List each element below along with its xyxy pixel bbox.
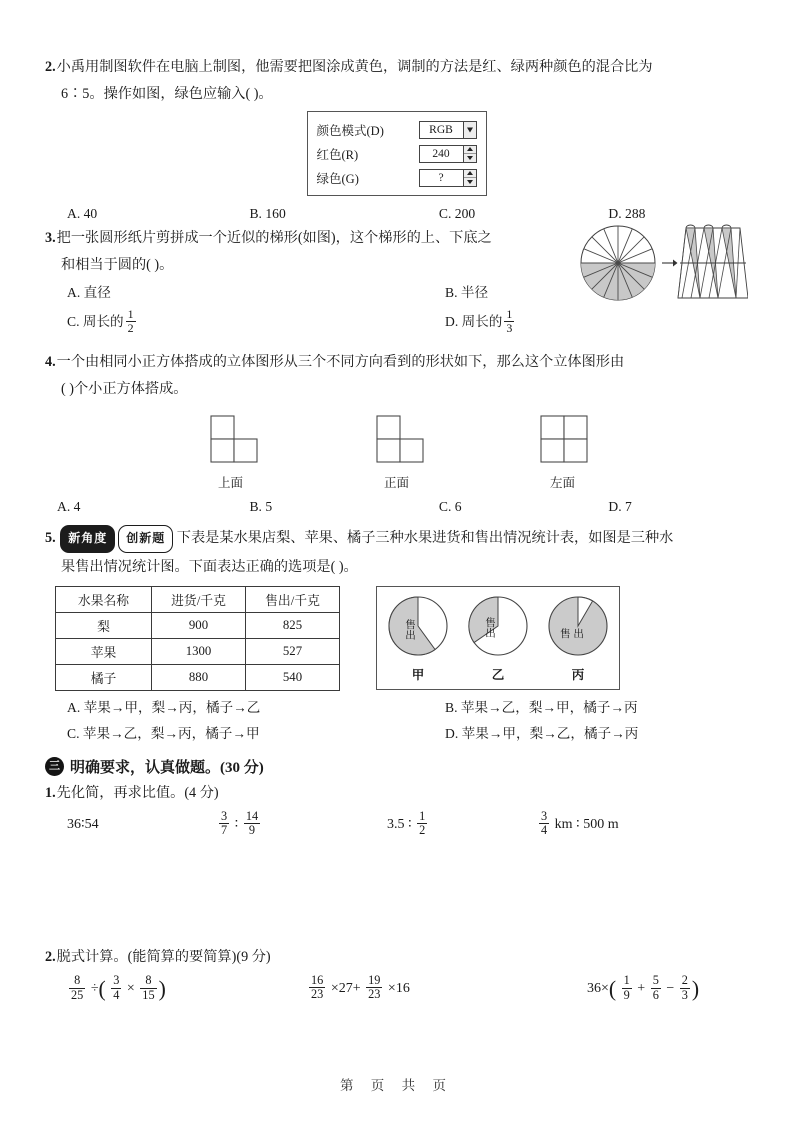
expr1-divide: ÷ bbox=[90, 981, 99, 997]
expr1-frac-8-15: $\frac{8}{15}$ bbox=[142, 973, 155, 1002]
option-2-d-key: D. bbox=[608, 206, 622, 221]
left-view-shape-icon bbox=[535, 410, 591, 466]
question-3-number: 3. bbox=[45, 230, 56, 246]
green-value: ? bbox=[438, 171, 444, 184]
expression-1 bbox=[67, 974, 307, 1004]
color-mode-label: 颜色模式(D) bbox=[316, 123, 384, 138]
option-2-c-key: C. bbox=[438, 206, 452, 221]
option-3-d-key: D. bbox=[445, 314, 459, 329]
option-3-b-key: B. bbox=[445, 285, 458, 300]
cube-view-left-label: 左面 bbox=[549, 476, 575, 490]
expr1-paren-close: ) bbox=[158, 977, 166, 1001]
expr-frac-3-7: $\frac{3}{7}$ bbox=[221, 809, 228, 838]
dialog-row-red bbox=[317, 143, 477, 164]
option-2-b-key: B. bbox=[249, 206, 262, 221]
arrow-right-icon bbox=[662, 260, 678, 267]
row-pear-sold: 825 bbox=[246, 613, 340, 639]
question-5 bbox=[45, 525, 748, 747]
question-3-options-row1 bbox=[45, 280, 565, 306]
option-5-b-key: B. bbox=[445, 700, 458, 715]
answer-space-1 bbox=[45, 840, 748, 945]
expr1-frac-3-4: $\frac{3}{4}$ bbox=[113, 973, 120, 1002]
expr2-end: ×16 bbox=[387, 981, 410, 996]
row-apple-name: 苹果 bbox=[56, 639, 152, 665]
page-footer: 第 页 共 页 bbox=[339, 1078, 454, 1093]
question-2-number: 2. bbox=[45, 59, 56, 75]
expr-frac-3-4: $\frac{3}{4}$ bbox=[541, 809, 548, 838]
question-4-number: 4. bbox=[45, 354, 56, 370]
expr3-frac-2-3: $\frac{2}{3}$ bbox=[681, 973, 688, 1002]
red-input[interactable] bbox=[419, 145, 477, 163]
expr1-frac-8-25: $\frac{8}{25}$ bbox=[71, 973, 84, 1002]
color-mode-select[interactable] bbox=[419, 121, 477, 139]
pie-chart-jia bbox=[385, 593, 451, 683]
row-orange-name: 橘子 bbox=[56, 665, 152, 691]
option-5-b-text: 苹果→乙，梨→甲，橘子→丙 bbox=[460, 700, 638, 715]
option-4-b[interactable] bbox=[249, 495, 438, 519]
sliced-circle-icon bbox=[581, 226, 655, 300]
expr3-prefix: 36× bbox=[587, 981, 609, 997]
question-2-line1 bbox=[45, 55, 748, 80]
green-input[interactable] bbox=[419, 169, 477, 187]
cube-view-front bbox=[369, 410, 425, 491]
option-3-c-fraction: $\frac{1}{2}$ bbox=[127, 307, 134, 336]
option-5-c[interactable] bbox=[45, 721, 445, 747]
question-5-text1: 下表是某水果店梨、苹果、橘子三种水果进货和售出情况统计表，如图是三种水 bbox=[176, 530, 674, 546]
dialog-row-color-mode bbox=[317, 119, 477, 140]
section3-q2-number: 2. bbox=[45, 949, 56, 965]
svg-text:售 出: 售 出 bbox=[560, 628, 584, 640]
option-2-b[interactable] bbox=[249, 202, 438, 226]
expression-2 bbox=[307, 974, 587, 1004]
expr1-paren-open: ( bbox=[98, 977, 106, 1001]
section3-q2-expressions bbox=[45, 974, 748, 1004]
expr-ratio-sep: ∶ bbox=[234, 817, 239, 832]
option-5-a-key: A. bbox=[67, 700, 81, 715]
option-3-d-text: 周长的 bbox=[461, 314, 503, 329]
question-3-options-row2 bbox=[45, 306, 565, 338]
option-4-a[interactable] bbox=[45, 495, 249, 519]
table-header-name: 水果名称 bbox=[56, 587, 152, 613]
option-4-b-key: B. bbox=[249, 499, 262, 514]
expr3-minus: − bbox=[666, 981, 675, 997]
trapezoid-figure bbox=[678, 225, 748, 298]
row-pear-name: 梨 bbox=[56, 613, 152, 639]
cube-view-top-label: 上面 bbox=[217, 476, 243, 490]
row-pear-stock: 900 bbox=[152, 613, 246, 639]
new-angle-badge: 新角度 bbox=[60, 525, 115, 553]
question-5-figures bbox=[45, 586, 748, 691]
option-3-b[interactable] bbox=[445, 280, 488, 306]
question-3-line2: 和相当于圆的( )。 bbox=[61, 257, 174, 273]
question-4-text1: 一个由相同小正方体搭成的立体图形从三个不同方向看到的形状如下，那么这个立体图形由 bbox=[56, 354, 625, 370]
option-5-d[interactable] bbox=[445, 721, 638, 747]
question-3-text1: 把一张圆形纸片剪拼成一个近似的梯形(如图)，这个梯形的上、下底之 bbox=[56, 230, 492, 246]
section3-q2-title: 脱式计算。(能简算的要简算)(9 分) bbox=[56, 949, 271, 965]
option-3-c[interactable] bbox=[45, 306, 445, 338]
front-view-shape-icon bbox=[369, 410, 425, 466]
pie-chart-group bbox=[376, 586, 620, 690]
expr1-times: × bbox=[126, 981, 135, 997]
section3-question-1 bbox=[45, 781, 748, 806]
option-4-c-text: 6 bbox=[454, 499, 462, 514]
expr3-paren-close: ) bbox=[691, 977, 700, 1001]
red-value: 240 bbox=[432, 147, 450, 160]
section3-question-2 bbox=[45, 945, 748, 970]
question-3-body bbox=[45, 226, 565, 338]
rgb-dialog-wrapper bbox=[45, 111, 748, 196]
pie-chart-jia-icon bbox=[385, 593, 451, 659]
question-3-line1 bbox=[45, 226, 565, 251]
option-4-a-text: 4 bbox=[73, 499, 81, 514]
option-5-c-text: 苹果→乙，梨→丙，橘子→甲 bbox=[82, 726, 260, 741]
innovative-question-badge: 创新题 bbox=[118, 525, 173, 553]
cube-view-left bbox=[535, 410, 591, 491]
option-3-a-text: 直径 bbox=[83, 285, 111, 300]
expr3-frac-1-9: $\frac{1}{9}$ bbox=[623, 973, 630, 1002]
expr2-frac-19-23: $\frac{19}{23}$ bbox=[368, 973, 381, 1002]
option-3-c-text: 周长的 bbox=[82, 314, 124, 329]
green-label: 绿色(G) bbox=[316, 171, 359, 186]
table-header-stock: 进货/千克 bbox=[152, 587, 246, 613]
option-2-a[interactable] bbox=[45, 202, 249, 226]
table-row bbox=[56, 665, 340, 691]
expression-3 bbox=[587, 974, 699, 1004]
option-2-d-text: 288 bbox=[625, 206, 646, 221]
circle-to-trapezoid-figure bbox=[578, 216, 748, 316]
option-4-d-text: 7 bbox=[625, 499, 632, 514]
question-4-line1 bbox=[45, 350, 748, 375]
expr-km-m-text: km ∶ 500 m bbox=[554, 817, 619, 832]
section-3-title: 明确要求，认真做题。(30 分) bbox=[70, 760, 264, 776]
expr2-frac-16-23: $\frac{16}{23}$ bbox=[311, 973, 324, 1002]
option-3-a-key: A. bbox=[67, 285, 81, 300]
fruit-table bbox=[55, 586, 340, 691]
section3-q1-expressions bbox=[45, 810, 748, 840]
table-row bbox=[56, 639, 340, 665]
option-4-d-key: D. bbox=[608, 499, 622, 514]
row-orange-stock: 880 bbox=[152, 665, 246, 691]
chevron-down-icon[interactable] bbox=[463, 122, 476, 138]
red-stepper-icon[interactable] bbox=[463, 146, 476, 162]
option-3-d[interactable] bbox=[445, 306, 516, 338]
option-4-d[interactable] bbox=[608, 495, 748, 519]
svg-text:售出: 售出 bbox=[484, 617, 496, 638]
cube-view-top bbox=[203, 410, 259, 491]
section-3-marker: 三 bbox=[45, 757, 64, 776]
table-row bbox=[56, 613, 340, 639]
red-label: 红色(R) bbox=[316, 147, 359, 162]
option-3-b-text: 半径 bbox=[460, 285, 489, 300]
expr-35-prefix: 3.5 ∶ bbox=[387, 817, 412, 832]
pie-chart-yi-label: 乙 bbox=[491, 668, 505, 682]
expression-km-m bbox=[537, 810, 619, 840]
option-4-c[interactable] bbox=[439, 495, 609, 519]
question-4-line2: ( )个小正方体搭成。 bbox=[61, 381, 188, 397]
expr-frac-14-9: $\frac{14}{9}$ bbox=[245, 809, 259, 838]
question-2-line2: 6∶5。操作如图，绿色应输入( )。 bbox=[61, 86, 273, 102]
option-5-c-key: C. bbox=[67, 726, 80, 741]
expr3-paren-open: ( bbox=[608, 977, 617, 1001]
option-5-a[interactable] bbox=[45, 695, 445, 721]
expr3-plus: + bbox=[637, 981, 646, 997]
expression-36-54: 36∶54 bbox=[67, 817, 99, 832]
question-5-options-row2 bbox=[45, 721, 748, 747]
dialog-row-green bbox=[317, 167, 477, 188]
pie-chart-bing bbox=[545, 593, 611, 683]
pie-chart-yi bbox=[465, 593, 531, 683]
option-5-d-key: D. bbox=[445, 726, 459, 741]
option-2-b-text: 160 bbox=[265, 206, 286, 221]
pie-chart-jia-label: 甲 bbox=[411, 668, 425, 682]
option-5-d-text: 苹果→甲，梨→乙，橘子→丙 bbox=[461, 726, 639, 741]
row-orange-sold: 540 bbox=[246, 665, 340, 691]
question-3 bbox=[45, 226, 748, 338]
cube-views bbox=[45, 410, 748, 491]
expression-frac-ratio bbox=[217, 810, 387, 840]
question-5-number: 5. bbox=[45, 530, 56, 546]
question-5-options-row1 bbox=[45, 695, 748, 721]
expr3-frac-5-6: $\frac{5}{6}$ bbox=[652, 973, 659, 1002]
pie-chart-bing-label: 丙 bbox=[571, 668, 585, 682]
question-5-line1 bbox=[45, 525, 748, 553]
option-4-a-key: A. bbox=[57, 499, 71, 514]
section3-q1-title: 先化简，再求比值。(4 分) bbox=[56, 785, 219, 801]
option-4-c-key: C. bbox=[438, 499, 452, 514]
top-view-shape-icon bbox=[203, 410, 259, 466]
option-3-a[interactable] bbox=[45, 280, 445, 306]
option-5-b[interactable] bbox=[445, 695, 638, 721]
pie-chart-yi-icon bbox=[465, 593, 531, 659]
question-2-text1: 小禹用制图软件在电脑上制图，他需要把图涂成黄色，调制的方法是红、绿两种颜色的混合比为 bbox=[56, 59, 653, 75]
table-header-row bbox=[56, 587, 340, 613]
table-header-sold: 售出/千克 bbox=[246, 587, 340, 613]
pie-chart-bing-icon bbox=[545, 593, 611, 659]
color-mode-value: RGB bbox=[429, 123, 453, 136]
option-2-a-text: 40 bbox=[83, 206, 98, 221]
question-4 bbox=[45, 350, 748, 519]
option-2-c-text: 200 bbox=[454, 206, 476, 221]
green-stepper-icon[interactable] bbox=[463, 170, 476, 186]
expression-35-half bbox=[387, 810, 537, 840]
svg-text:售出: 售出 bbox=[404, 619, 416, 640]
option-3-c-key: C. bbox=[67, 314, 80, 329]
option-2-a-key: A. bbox=[67, 206, 81, 221]
section3-q1-number: 1. bbox=[45, 785, 56, 801]
option-5-a-text: 苹果→甲，梨→丙，橘子→乙 bbox=[83, 700, 261, 715]
question-4-options bbox=[45, 495, 748, 519]
option-3-d-fraction: $\frac{1}{3}$ bbox=[506, 307, 513, 336]
color-dialog bbox=[307, 111, 487, 196]
question-2 bbox=[45, 55, 748, 226]
section-3-heading bbox=[45, 756, 748, 777]
row-apple-stock: 1300 bbox=[152, 639, 246, 665]
cube-view-front-label: 正面 bbox=[383, 476, 409, 490]
row-apple-sold: 527 bbox=[246, 639, 340, 665]
expr-frac-1-2: $\frac{1}{2}$ bbox=[419, 809, 426, 838]
question-5-line2: 果售出情况统计图。下面表达正确的选项是( )。 bbox=[61, 559, 358, 575]
expr2-mid: ×27+ bbox=[330, 981, 361, 996]
option-4-b-text: 5 bbox=[265, 499, 273, 514]
